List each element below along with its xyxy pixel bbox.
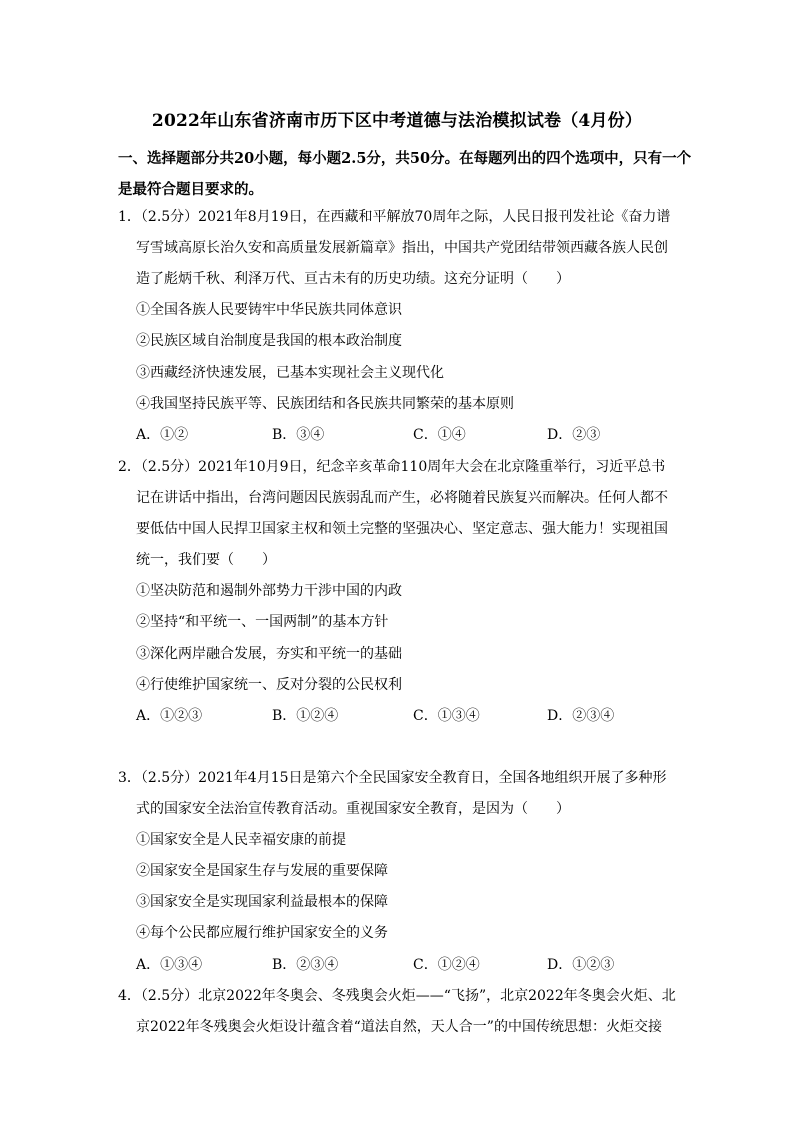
section-instructions-line: 一、选择题部分共20小题，每小题2.5分，共50分。在每题列出的四个选项中，只有一个 [118,150,692,167]
statement-option: ①全国各族人民要铸牢中华民族共同体意识 [136,302,402,318]
exam-title: 2022年山东省济南市历下区中考道德与法治模拟试卷（4月份） [151,111,643,131]
question-text-line: 写雪域高原长治久安和高质量发展新篇章》指出，中国共产党团结带领西藏各族人民创 [136,240,668,256]
statement-option: ③西藏经济快速发展，已基本实现社会主义现代化 [136,365,444,381]
choice-d: D．①②③ [547,957,615,973]
choice-c: C．①③④ [413,708,480,724]
question-text-line: 2．（2.5分）2021年10月9日，纪念辛亥革命110周年大会在北京隆重举行，习近平总书 [118,459,666,475]
statement-option: ④行使维护国家统一、反对分裂的公民权利 [136,677,402,693]
question-text-line: 统一，我们要（ ） [136,552,276,568]
statement-option: ③深化两岸融合发展，夯实和平统一的基础 [136,646,402,662]
statement-option: ①坚决防范和遏制外部势力干涉中国的内政 [136,583,402,599]
choice-b: B．②③④ [272,957,339,973]
question-text-line: 3．（2.5分）2021年4月15日是第六个全民国家安全教育日，全国各地组织开展了多种形 [118,770,667,786]
choice-d: D．②③ [547,427,601,443]
question-text-line: 造了彪炳千秋、利泽万代、亘古未有的历史功绩。这充分证明（ ） [136,271,570,287]
statement-option: ④我国坚持民族平等、民族团结和各民族共同繁荣的基本原则 [136,396,514,412]
question-text-line: 式的国家安全法治宣传教育活动。重视国家安全教育，是因为（ ） [136,801,570,817]
choice-d: D．②③④ [547,708,615,724]
question-text-line: 1．（2.5分）2021年8月19日，在西藏和平解放70周年之际，人民日报刊发社论《奋力谱 [118,209,671,225]
choice-b: B．③④ [272,427,325,443]
choice-c: C．①②④ [413,957,480,973]
section-instructions-line: 是最符合题目要求的。 [118,181,263,198]
question-text-line: 京2022年冬残奥会火炬设计蕴含着“道法自然，天人合一”的中国传统思想：火炬交接 [136,1019,662,1035]
question-text-line: 4．（2.5分）北京2022年冬奥会、冬残奥会火炬——“飞扬”，北京2022年冬奥会火炬、北 [118,988,676,1004]
statement-option: ③国家安全是实现国家利益最根本的保障 [136,894,388,910]
choice-b: B．①②④ [272,708,339,724]
choice-a: A．①②③ [136,708,203,724]
statement-option: ②国家安全是国家生存与发展的重要保障 [136,863,388,879]
choice-c: C．①④ [413,427,466,443]
statement-option: ①国家安全是人民幸福安康的前提 [136,832,346,848]
choice-a: A．①③④ [136,957,203,973]
choice-a: A．①② [136,427,189,443]
section-instructions [118,143,692,205]
statement-option: ②坚持“和平统一、一国两制”的基本方针 [136,614,389,630]
statement-option: ④每个公民都应履行维护国家安全的义务 [136,925,388,941]
question-text-line: 要低估中国人民捍卫国家主权和领土完整的坚强决心、坚定意志、强大能力！实现祖国 [136,521,668,537]
statement-option: ②民族区域自治制度是我国的根本政治制度 [136,333,402,349]
question-text-line: 记在讲话中指出，台湾问题因民族弱乱而产生，必将随着民族复兴而解决。任何人都不 [136,490,668,506]
